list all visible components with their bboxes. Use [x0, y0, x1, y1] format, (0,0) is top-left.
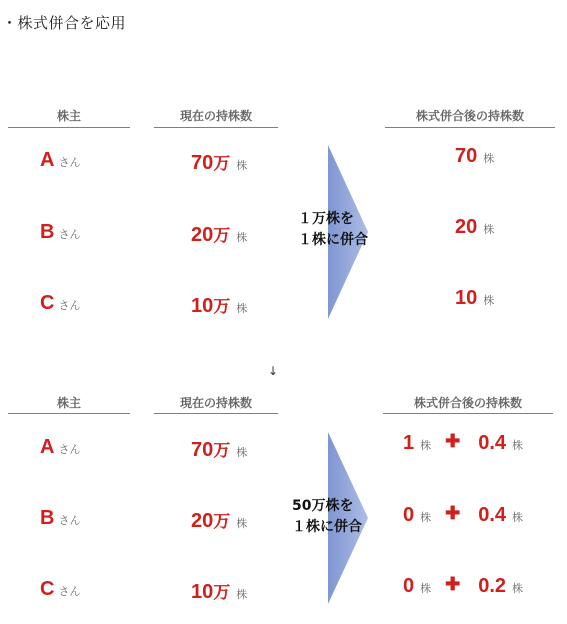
- plus-icon: ✚: [445, 574, 461, 594]
- holder-letter: C: [40, 578, 55, 600]
- after-shares-split: 0 株 ✚ 0.4 株: [403, 503, 524, 526]
- holder-letter: B: [40, 221, 55, 243]
- arrow-caption: １万株を １株に併合: [298, 211, 368, 248]
- current-shares: 70万 株: [191, 439, 248, 461]
- holder-name: [40, 507, 80, 530]
- holder-letter: A: [40, 149, 55, 171]
- holder-letter: C: [40, 292, 55, 314]
- current-shares: 70万 株: [191, 152, 248, 174]
- divider: [383, 413, 553, 414]
- divider: [154, 413, 278, 414]
- divider: [385, 127, 555, 128]
- after-shares-split: 1 株 ✚ 0.4 株: [403, 431, 524, 454]
- after-shares: 70 株: [455, 145, 495, 167]
- current-shares: 10万 株: [191, 581, 248, 603]
- current-shares: 10万 株: [191, 295, 248, 317]
- current-shares: 20万 株: [191, 510, 248, 532]
- arrow-caption: 50万株を １株に併合: [292, 498, 362, 535]
- column-header-holder: 株主: [56, 109, 81, 123]
- holder-letter: B: [40, 507, 55, 529]
- holder-name: [40, 221, 80, 244]
- plus-icon: ✚: [445, 431, 461, 451]
- divider: [8, 127, 130, 128]
- divider: [8, 413, 130, 414]
- honorific: さん: [58, 585, 81, 598]
- column-header-holder: 株主: [56, 396, 81, 410]
- holder-name: [40, 578, 80, 601]
- honorific: さん: [58, 156, 81, 169]
- column-header-after: 株式併合後の持株数: [413, 396, 522, 410]
- holder-name: [40, 149, 80, 172]
- down-arrow-icon: ↓: [268, 364, 279, 378]
- column-header-current: 現在の持株数: [179, 109, 252, 123]
- honorific: さん: [58, 443, 81, 456]
- holder-letter: A: [40, 436, 55, 458]
- honorific: さん: [58, 514, 81, 527]
- plus-icon: ✚: [445, 503, 461, 523]
- column-header-current: 現在の持株数: [179, 396, 252, 410]
- honorific: さん: [58, 299, 81, 312]
- holder-name: [40, 436, 80, 459]
- honorific: さん: [58, 228, 81, 241]
- page-heading: ・株式併合を応用: [2, 14, 127, 32]
- after-shares-split: 0 株 ✚ 0.2 株: [403, 574, 524, 597]
- current-shares: 20万 株: [191, 224, 248, 246]
- after-shares: 10 株: [455, 287, 495, 309]
- after-shares: 20 株: [455, 216, 495, 238]
- holder-name: [40, 292, 80, 315]
- divider: [154, 127, 278, 128]
- column-header-after: 株式併合後の持株数: [415, 109, 524, 123]
